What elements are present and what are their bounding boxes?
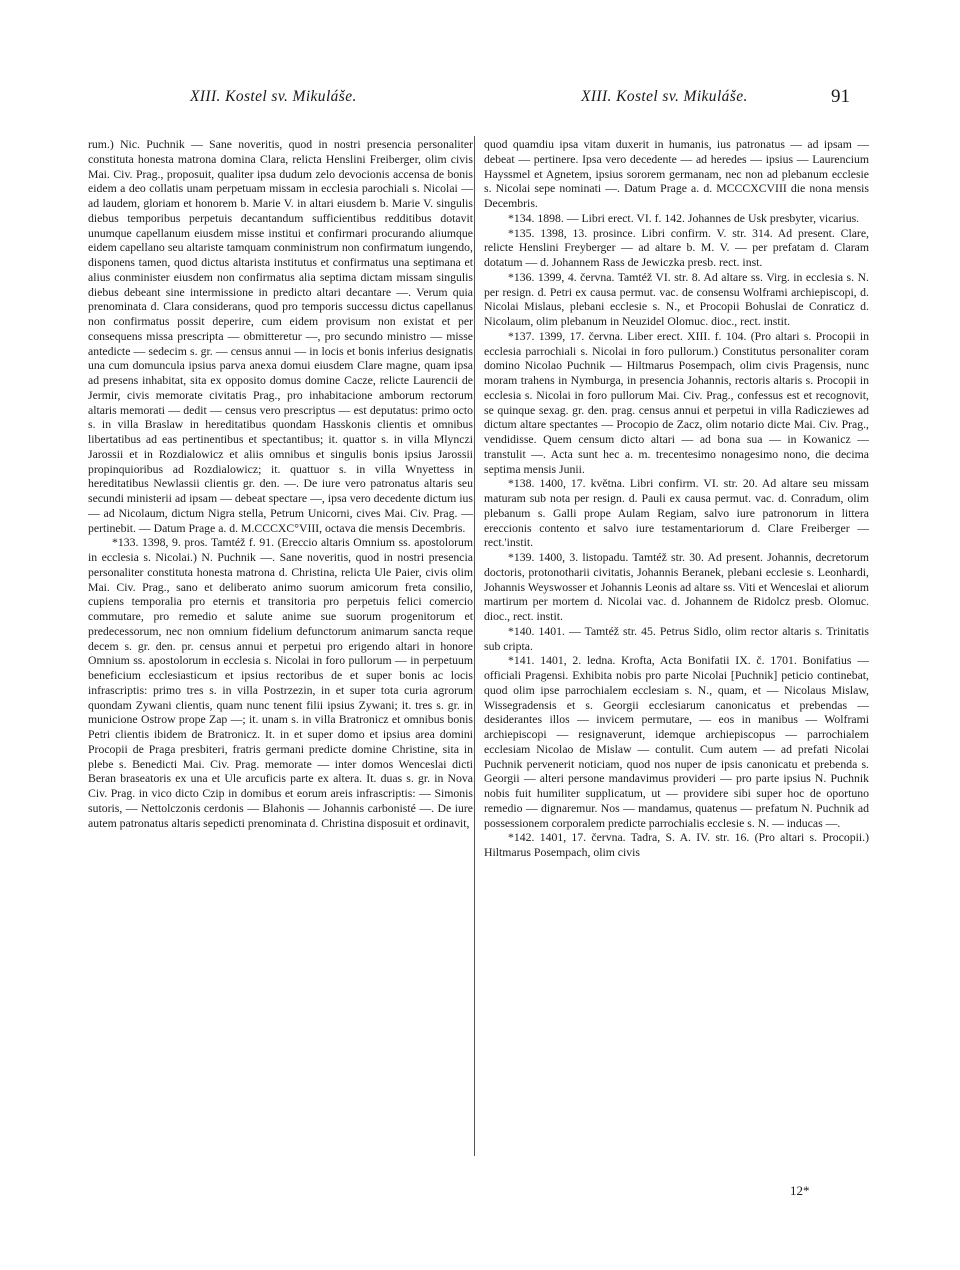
paragraph: *136. 1399, 4. června. Tamtéž VI. str. 8. Ad altare ss. Virg. in ecclesia s. N. per resign. d. Petri ex causa permut. vac. de consensu Wolframi archiepiscopi, d. Nicolai Mislaus, plebani ecclesie s. N., et Procopii Bohuslai de Conraticz d. Nicolaum, olim plebanum in Neuzidel Olomuc. dioc., rect. instit. — [484, 270, 869, 328]
column-divider — [474, 136, 475, 1156]
paragraph: *135. 1398, 13. prosince. Libri confirm. V. str. 314. Ad present. Clare, relicte Henslini Freyberger — ad altare b. M. V. — per prefatam d. Claram dotatum — d. Johannem Rass de Jewiczka presb. rect. inst. — [484, 226, 869, 269]
running-title-right: XIII. Kostel sv. Mikuláše. — [581, 88, 748, 105]
paragraph: *134. 1898. — Libri erect. VI. f. 142. Johannes de Usk presbyter, vicarius. — [508, 211, 860, 225]
right-text-column — [484, 138, 869, 1178]
paragraph: *133. 1398, 9. pros. Tamtéž f. 91. (Ereccio altaris Omnium ss. apostolorum in ecclesia s. Nicolai.) N. Puchnik —. Sane noveritis, quod in nostri presencia personaliter constituta honesta matrona d. Christina, relicta Ule Paier, civis olim Mai. Civ. Prag., sano et deliberato animo suorum amicorum freta consilio, cupiens temporalia pro eternis et transitoria pro perpetuis felici comercio commutare, pro remedio et salute anime sue suorum progenitorum et predecessorum, nec non omnium fidelium defunctorum animarum sancta reque decem s. gr. den. pr. census annui et perpetui pro erigendo altari in honore Omnium ss. apostolorum in ecclesia s. Nicolai in foro pullorum — in perpetuum beneficium ecclesiasticum et ipsius rectoribus de et super bonis ac locis infrascriptis: primo tres s. in villa Postrzezin, in et super tota curia agrorum quondam Zywani clientis, quam nunc tenent filii ipsius Zywani; it. tres s. gr. in municione Ostrow prope Zap —; it. unam s. in villa Bratronicz et omnibus bonis Petri clientis ibidem de Bratronicz. It. in et super domo et ipsius area domini Procopii de Praga presbiteri, fratris germani predicte domine Christine, sita in plebe s. Benedicti Mai. Civ. Prag. memorate — inter domos Wenceslai dicti Beran braseatoris ex una et Ule arcuficis parte ex altera. It. duas s. gr. in Nova Civ. Prag. in vico dicto Czip in domibus et eorum areis infrascriptis: — Simonis sutoris, — Nettolczonis cerdonis — Blahonis — Johannis carbonisté —. De iure autem patronatus altaris sepedicti prenominata d. Christina disposuit et ordinavit, — [88, 536, 473, 830]
paragraph: rum.) Nic. Puchnik — Sane noveritis, quod in nostri presencia personaliter constituta honesta matrona domina Clara, relicta Henslini Freiberger, olim civis Mai. Civ. Prag., proposuit, qualiter ipsa dudum zelo devocionis accensa de bonis eidem a deo collatis unam perpetuam missam in ecclesia parochiali s. Nicolai — ad laudem, gloriam et honorem b. Marie V. in altari eiusdem b. Marie V. singulis diebus temporibus perpetuis decantandum sufficientibus redditibus dotavit unumque capellanum eiusdem misse institui et confirmari procurando aliumque eidem capellano seu altariste tamquam conministrum non confirmatum iungendo, disponens tamen, quod dictus altarista institutus et confirmatus una septimana et alius conminister eiusdem non confirmatus alia septima dictam missam singulis diebus debeant sine intermissione in predicto altari decantare —. Verum quia prenominata d. Clara considerans, quod pro temporis successu dictus capellanus non confirmatus possit deperire, cum eidem provisum non existat et per consequens missa prescripta — obmitteretur —, pro secundo ministro — misse antedicte — sedecim s. gr. — census annui — in locis et bonis inferius designatis una cum domuncula ipsius parva anexa domui eiusdem Clare magne, quam ipsa ad presens inhabitat, sita ex opposito domus domine Cacze, relicte Laurencii de Jermir, civis memorate civitatis Prag., pro inhabitacione amborum rectorum altaris memorati — dedit — census vero prescriptus — est deputatus: primo octo s. in villa Braslaw in hereditatibus quondam Hasskonis clientis et omnibus libertatibus ad eas pertinentibus et spectantibus; it. quattor s. in villa Mlynczi Jarossii et in Rozdialowicz et aliis omnibus et singulis bonis ipsius Jarossii propinquioribus ad Rozdialowicz; it. quattuor s. in villa Wnyettess in hereditatibus Newlassii clientis gr. den. —. De iure vero patronatus altaris seu secundi ministerii ad ipsam — debeat spectare —, ipsa vero decedente dictum ius — ad Nicolaum, dictum Nigra stella, Petrum Unicorni, cives Mai. Civ. Prag. — pertinebit. — Datum Prage a. d. M.CCCXC°VIII, octava die mensis Decembris. — [88, 138, 473, 535]
running-title-left: XIII. Kostel sv. Mikuláše. — [190, 88, 357, 105]
running-header — [0, 88, 960, 118]
paragraph: *137. 1399, 17. června. Liber erect. XIII. f. 104. (Pro altari s. Procopii in ecclesia parrochiali s. Nicolai in foro pullorum.) Constitutus personaliter coram domino Nicolao Puchnik — Hiltmarus Posempach, olim civis Pragensis, nunc moram trahens in Nymburga, in presencia Johannis, rectoris altaris s. Procopii in ecclesia s. Nicolai in foro pullorum Mai. Civ. Prag., confessus est et recognovit, se quinque sexag. gr. den. prag. census annui et perpetui in villa Radicziewes ad dictum altare spectantes — Procopio de Zacz, olim notario dicte Mai. Civ. Prag., vendidisse. Quem censum dicto altari — ad bona sua — in Kowanicz — transtulit —. Acta sunt hec a. m. trecentesimo nonagesimo nono, die decima septima mensis Junii. — [484, 329, 869, 476]
paragraph: *142. 1401, 17. června. Tadra, S. A. IV. str. 16. (Pro altari s. Procopii.) Hiltmarus Posempach, olim civis — [484, 831, 869, 859]
page-number: 91 — [831, 86, 850, 107]
signature-mark: 12* — [790, 1183, 810, 1198]
paragraph: *141. 1401, 2. ledna. Krofta, Acta Bonifatii IX. č. 1701. Bonifatius — officiali Pragensi. Exhibita nobis pro parte Nicolai [Puchnik] peticio continebat, quod olim ipse parrochialem ecclesiam s. N., quam, et — Nicolaus Mislaw, Wissegradensis et s. Georgii ecclesiarum canonicatus et prebendas — desiderantes illos — invicem permutare, — eos in manibus — Wolframi archiepiscopi — resignaverunt, idemque archiepiscopus — parrochialem ecclesiam Nicolao de Mislaw — contulit. Cum autem — ad prefati Nicolai Puchnik pervenerit noticiam, quod nos nuper de ipsis canonicatu et prebenda s. Georgii — alteri persone mandavimus provideri — pro parte ipsius N. Puchnik nobis fuit humiliter supplicatum, ut — providere sibi super hoc de oportuno remedio — dignaremur. Nos — mandamus, quatenus — prefatum N. Puchnik ad possessionem corporalem predicte parrochialis ecclesie s. N. — inducas —. — [484, 654, 869, 830]
paragraph: *140. 1401. — Tamtéž str. 45. Petrus Sidlo, olim rector altaris s. Trinitatis sub cripta. — [484, 624, 869, 653]
left-text-column — [88, 138, 473, 1178]
paragraph: *138. 1400, 17. května. Libri confirm. VI. str. 20. Ad altare seu missam maturam sub nota per resign. d. Pauli ex causa permut. vac. d. Conradum, olim plebanum s. Galli prope Aulam Regiam, salvo iure patronorum in littera ereccionis contento et salvo iure testamentariorum d. Clare Freiberger — rect.'instit. — [484, 477, 869, 550]
paragraph: *139. 1400, 3. listopadu. Tamtéž str. 30. Ad present. Johannis, decretorum doctoris, protonotharii civitatis, Johannis Beranek, plebani ecclesie s. Leonhardi, Johannis Weyswosser et Johannis Leonis ad altare ss. Viti et Wenceslai et aliorum martirum per mortem d. Nicolai vac. d. Johannem de Ridolcz presb. Olomuc. dioc., rect. instit. — [484, 551, 869, 623]
paragraph: quod quamdiu ipsa vitam duxerit in humanis, ius patronatus — ad ipsam — debeat — pertinere. Ipsa vero decedente — ad heredes — ipsius — Laurencium Hayssmel et Agnetem, ipsius sororem germanam, nec non ad plebanum ecclesie s. Nicolai sepe nominati —. Datum Prage a. d. MCCCXCVIII die nona mensis Decembris. — [484, 138, 869, 210]
